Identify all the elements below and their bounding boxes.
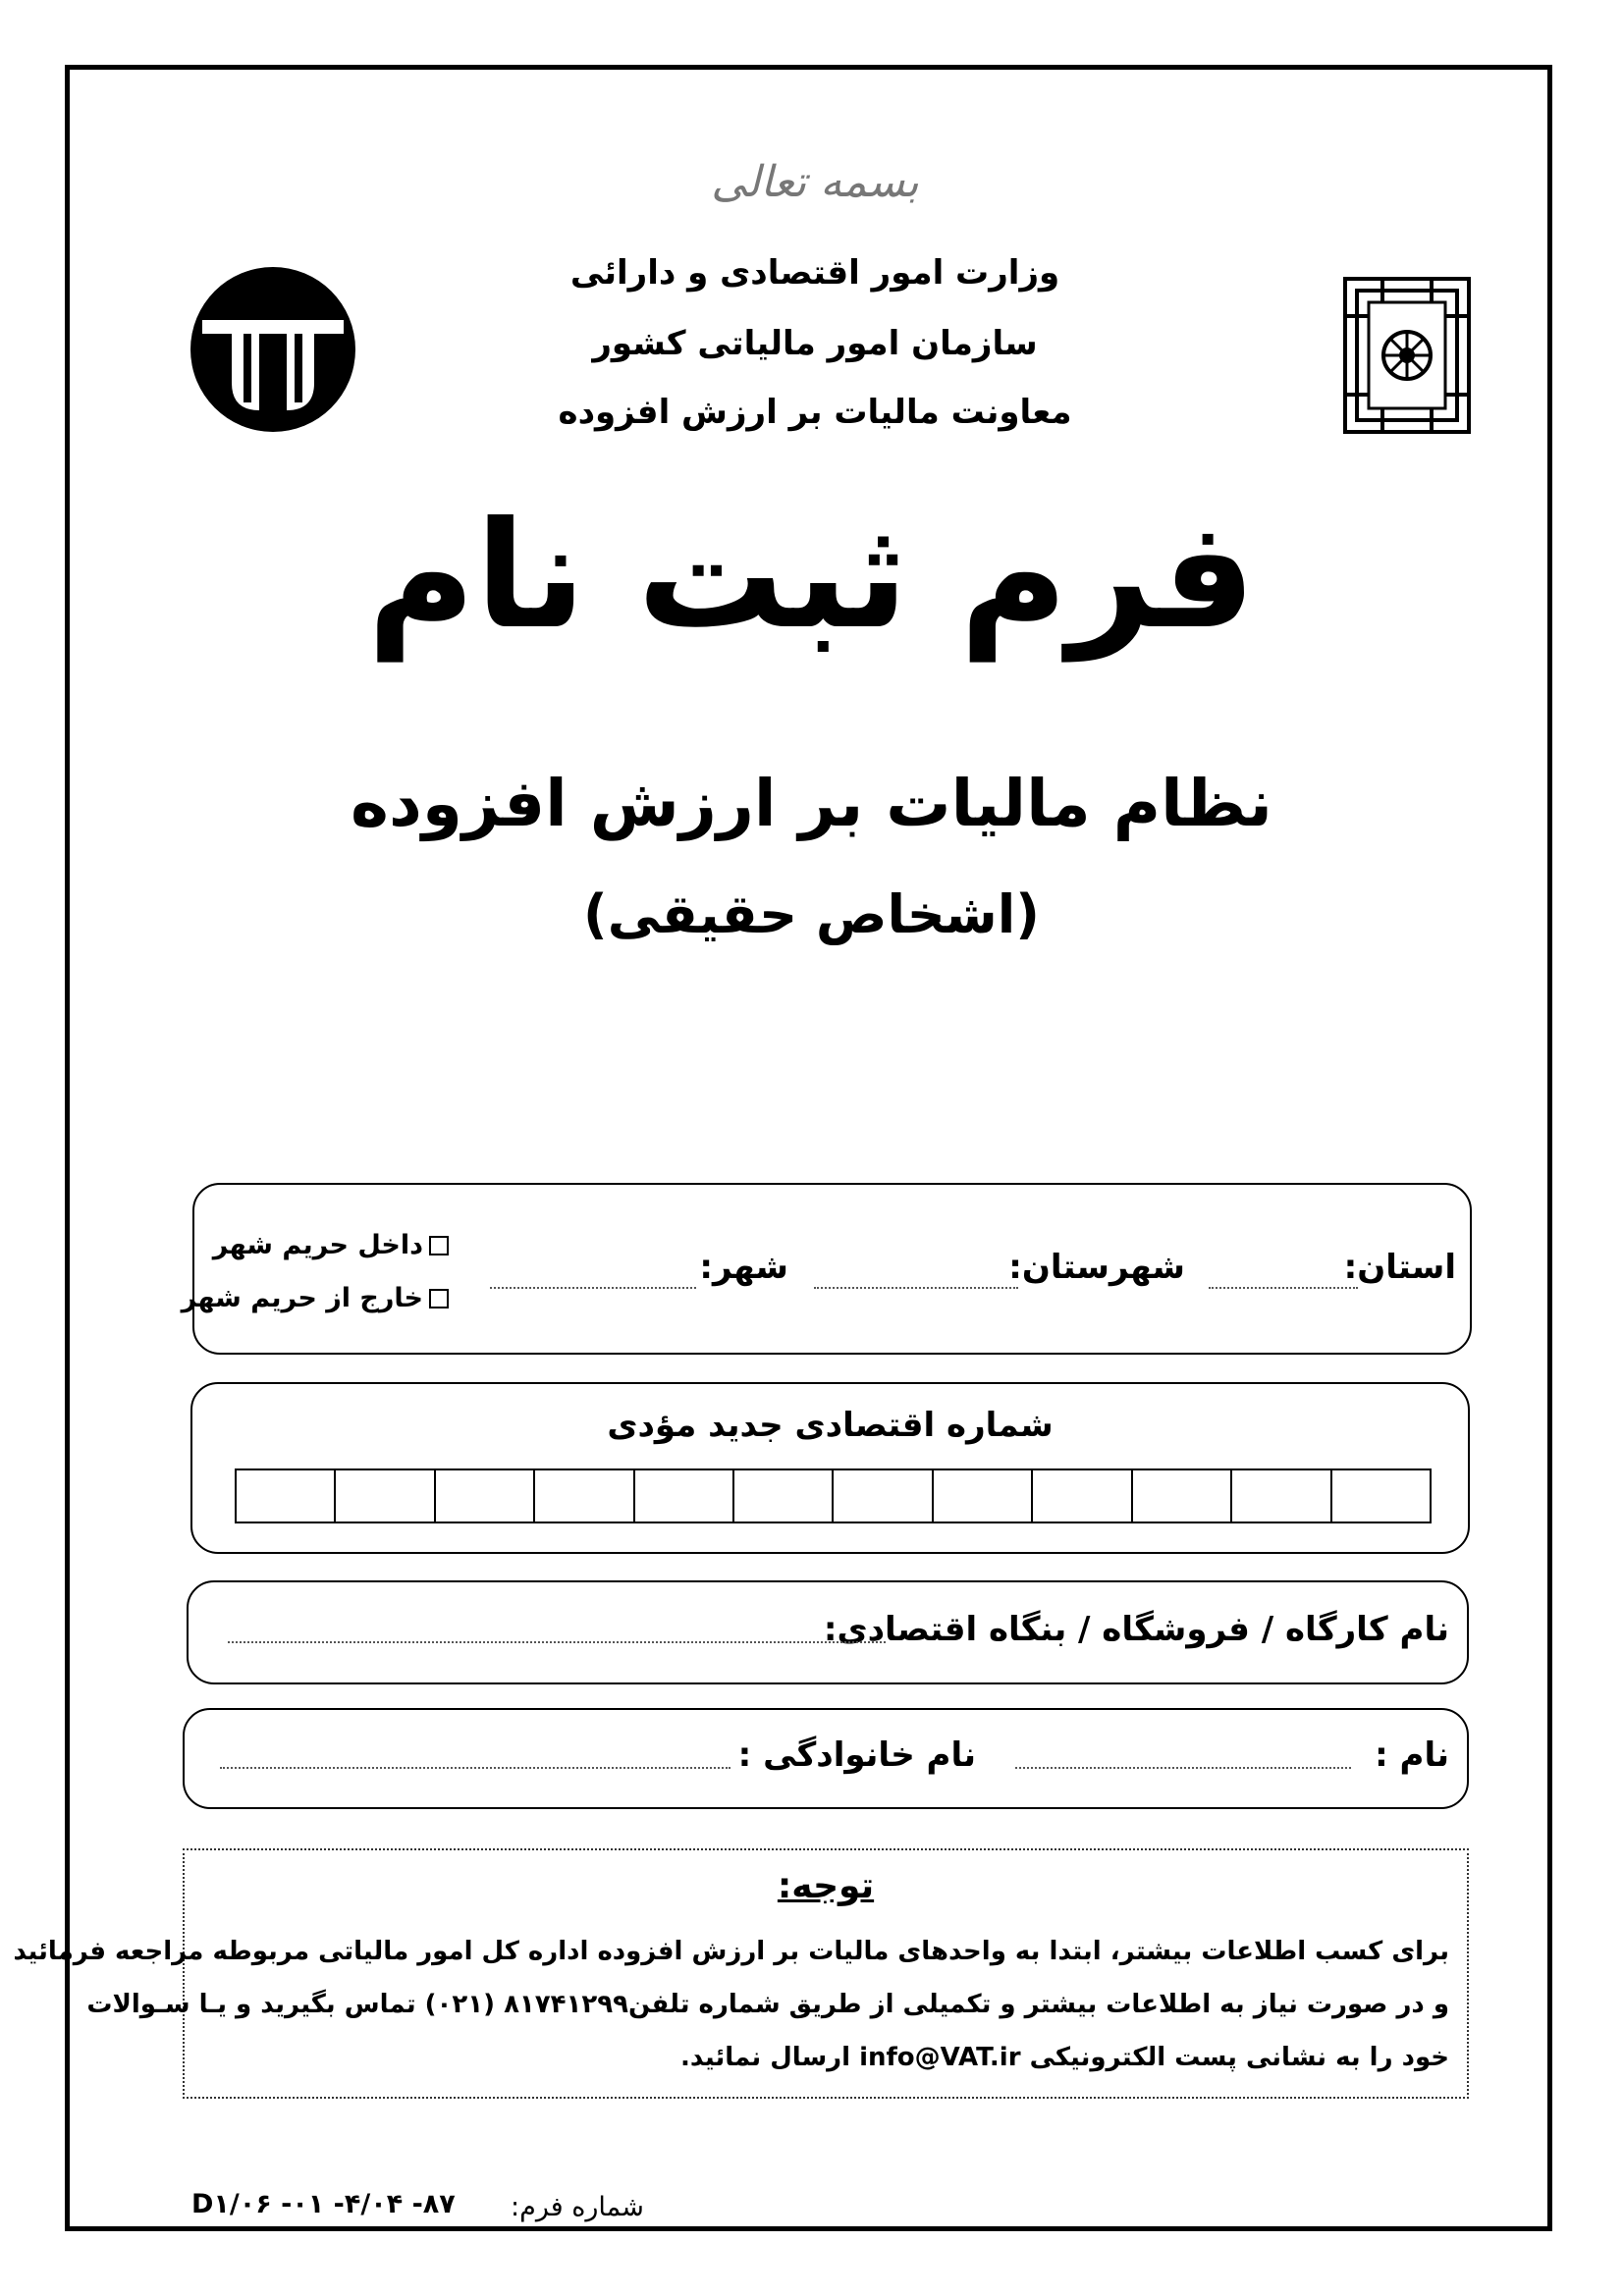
county-field[interactable] <box>814 1287 1018 1289</box>
form-number-value: D۱/۰۶ -۰۱ -۴/۰۴ -۸۷ <box>191 2189 456 2219</box>
economic-code-box <box>190 1382 1470 1554</box>
tax-organization-logo <box>187 263 359 436</box>
person-name-box <box>183 1708 1469 1809</box>
form-subtitle-persons: (اشخاص حقیقی) <box>583 883 1040 945</box>
digit-cell[interactable] <box>732 1470 832 1522</box>
form-number-label: شماره فرم: <box>511 2192 644 2222</box>
digit-cell[interactable] <box>434 1470 533 1522</box>
notice-line-3: خود را به نشانی پست الکترونیکی info@VAT.ir ارسال نمائید. <box>679 2043 1449 2072</box>
location-box <box>181 1183 1472 1355</box>
digit-cell[interactable] <box>1131 1470 1230 1522</box>
digit-cell[interactable] <box>1031 1470 1130 1522</box>
economic-code-title: شماره اقتصادی جدید مؤدی <box>607 1406 1054 1445</box>
county-label: شهرستان: <box>1008 1248 1185 1287</box>
outside-city-option[interactable] <box>182 1283 449 1313</box>
notice-box <box>13 1848 1469 2099</box>
business-name-box <box>187 1580 1469 1684</box>
deputy-name: معاونت مالیات بر ارزش افزوده <box>558 393 1072 432</box>
organization-name: سازمان امور مالیاتی کشور <box>592 324 1038 363</box>
province-label: استان: <box>1343 1248 1456 1287</box>
digit-cell[interactable] <box>832 1470 931 1522</box>
first-name-label: نام : <box>1375 1735 1449 1775</box>
ministry-name: وزارت امور اقتصادی و دارائی <box>569 253 1060 293</box>
digit-cell[interactable] <box>237 1470 334 1522</box>
notice-title-text: توجه: <box>777 1866 875 1906</box>
inside-city-label: داخل حریم شهر <box>212 1230 423 1260</box>
digit-cell[interactable] <box>533 1470 632 1522</box>
province-field[interactable] <box>1209 1287 1358 1289</box>
last-name-field[interactable] <box>220 1767 730 1769</box>
outside-city-checkbox[interactable] <box>429 1289 449 1308</box>
business-name-field[interactable] <box>228 1641 886 1643</box>
inside-city-option[interactable] <box>213 1230 449 1260</box>
economic-code-digits <box>235 1468 1432 1523</box>
digit-cell[interactable] <box>633 1470 732 1522</box>
form-title: فرم ثبت نام <box>367 491 1256 662</box>
digit-cell[interactable] <box>932 1470 1031 1522</box>
digit-cell[interactable] <box>1330 1470 1430 1522</box>
notice-line-1: برای کسب اطلاعات بیشتر، ابتدا به واحدهای مالیات بر ارزش افزوده اداره کل امور مالیاتی مربوطه مراجعه فرمائید <box>13 1937 1449 1966</box>
city-label: شهر: <box>699 1248 788 1287</box>
digit-cell[interactable] <box>1230 1470 1329 1522</box>
inside-city-checkbox[interactable] <box>429 1236 449 1255</box>
city-field[interactable] <box>490 1287 696 1289</box>
bismillah-calligraphy: بسمه تعالی <box>711 157 919 207</box>
last-name-label: نام خانوادگی : <box>737 1735 976 1775</box>
form-subtitle: نظام مالیات بر ارزش افزوده <box>351 766 1272 841</box>
notice-title <box>185 1866 1467 1906</box>
digit-cell[interactable] <box>334 1470 433 1522</box>
first-name-field[interactable] <box>1015 1767 1351 1769</box>
outside-city-label: خارج از حریم شهر <box>181 1283 423 1313</box>
business-name-label: نام کارگاه / فروشگاه / بنگاه اقتصادی: <box>823 1610 1449 1649</box>
ministry-emblem-logo <box>1343 277 1471 434</box>
notice-line-2: و در صورت نیاز به اطلاعات بیشتر و تکمیلی از طریق شماره تلفن۸۱۷۴۱۲۹۹ (۰۲۱) تماس بگیرید و یـا سـوالات <box>86 1990 1449 2019</box>
